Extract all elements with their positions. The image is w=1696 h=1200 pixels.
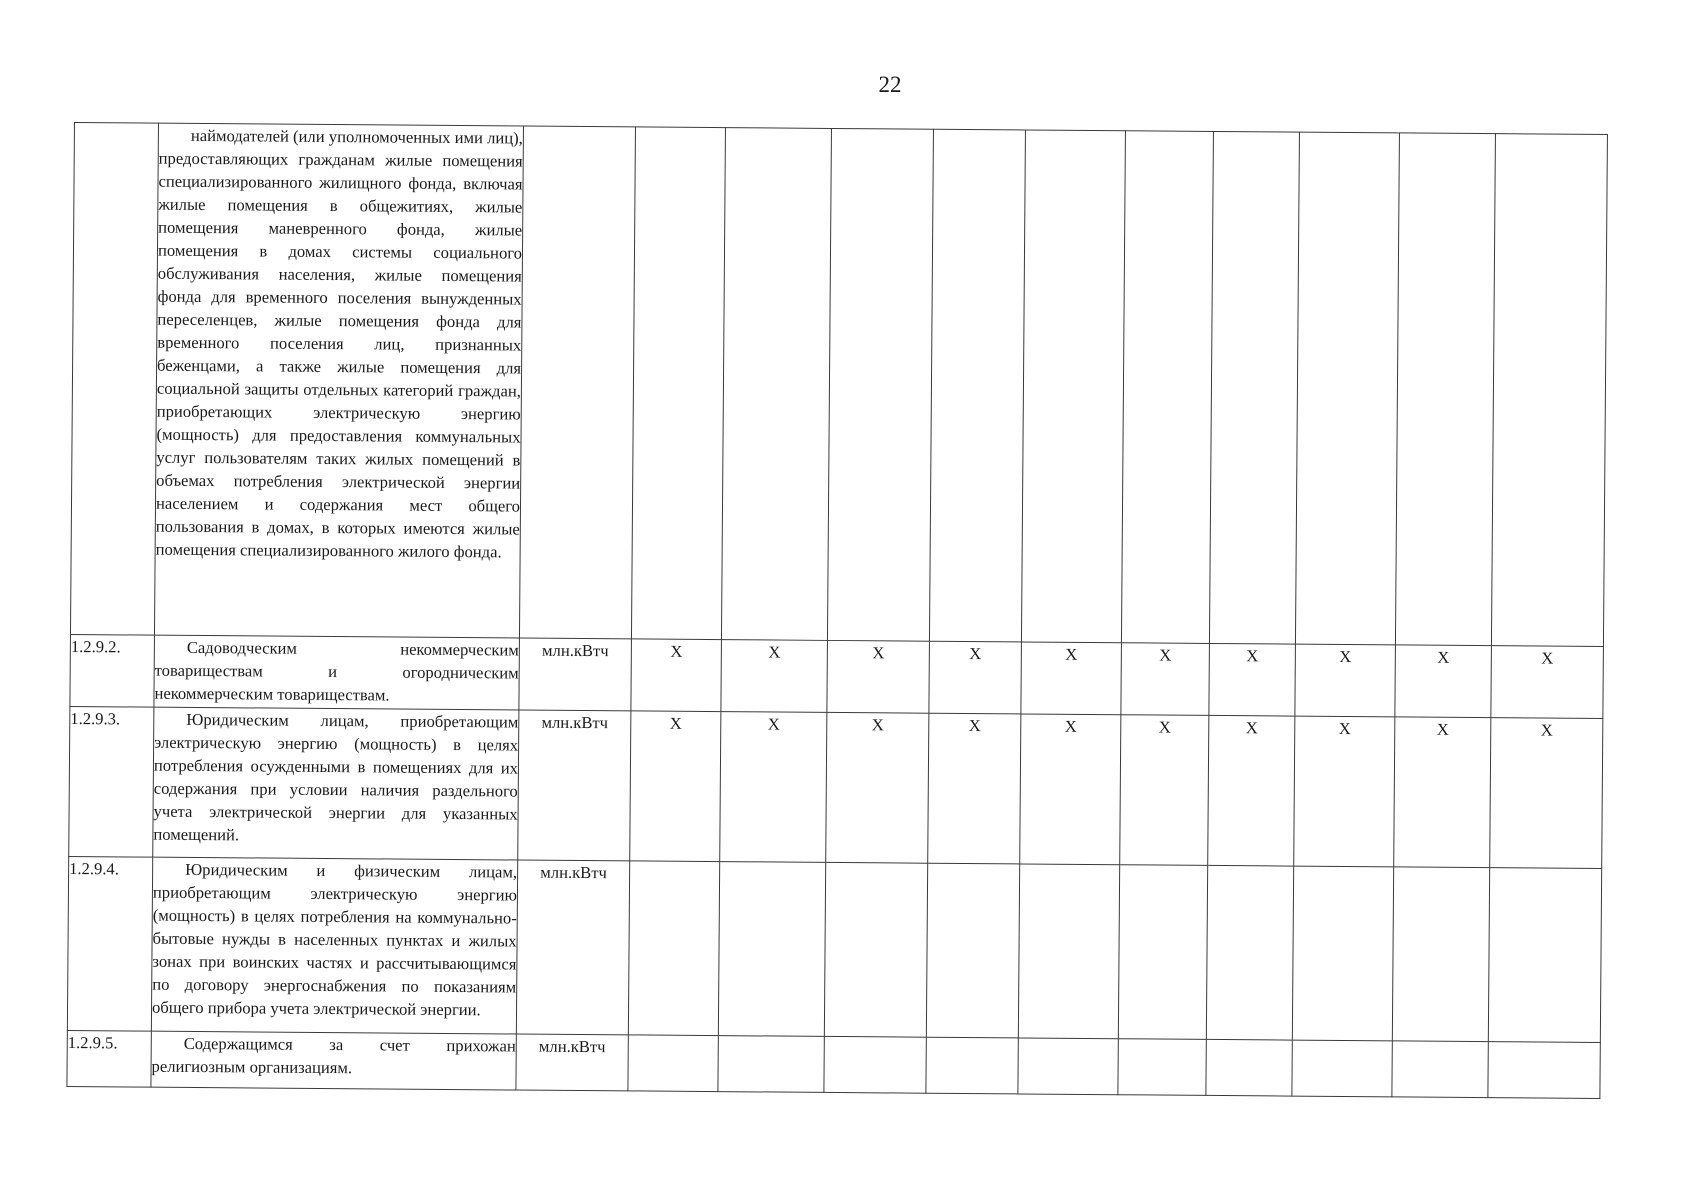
value-cell — [1206, 865, 1293, 1040]
value-cell: X — [1020, 714, 1121, 865]
row-number: 1.2.9.4. — [67, 856, 152, 1031]
row-description: Юридическим и физическим лицам, приобретающим электрическую энергию (мощность) в целях потребления на коммунально-бытовые нужды в населенных пунктах и жилых зонах при воинских частях и рассчитывающимся по договору энергоснабжения по показаниям общего прибора учета электрической энергии. — [151, 857, 517, 1034]
value-cell: X — [1491, 646, 1604, 719]
value-cell — [926, 1037, 1018, 1094]
row-number: 1.2.9.2. — [70, 634, 155, 707]
table-row — [70, 123, 1607, 647]
value-cell: X — [1294, 716, 1395, 867]
value-cell: X — [1021, 642, 1122, 715]
value-cell: X — [1208, 715, 1295, 866]
value-cell: X — [929, 641, 1022, 714]
value-cell: X — [721, 640, 828, 713]
value-cell — [1392, 867, 1489, 1042]
table-row — [67, 856, 1601, 1042]
row-unit: млн.кВтч — [518, 710, 631, 861]
row-description: Садоводческим некоммерческим товариществам и огородническим некоммерческим товариществам. — [154, 635, 520, 710]
value-cell — [628, 1035, 718, 1092]
value-cell: X — [827, 640, 930, 713]
value-cell — [1395, 133, 1495, 646]
row-description: Юридическим лицам, приобретающим электрическую энергию (мощность) в целях потребления осужденными в помещениях для их содержания при условии наличия раздельного учета электрической энергии для указанных помещений. — [153, 707, 519, 860]
value-cell: X — [1209, 643, 1296, 716]
value-cell — [1488, 1042, 1600, 1099]
table-row — [69, 706, 1603, 868]
value-cell — [1021, 130, 1125, 643]
row-description: наймодателей (или уполномоченных ими лиц), предоставляющих гражданам жилые помещения специализированного жилищного фонда, включая жилые помещения в общежитиях, жилые помещения маневренного фонда, жилые помещения в домах системы социального обслуживания населения, жилые помещения фонда для временного поселения вынужденных переселенцев, жилые помещения фонда для временного поселения лиц, признанных беженцами, а также жилые помещения для социальной защиты отдельных категорий граждан, приобретающих электрическую энергию (мощность) для предоставления коммунальных услуг пользователям таких жилых помещений в объемах потребления электрической энергии населением и содержания мест общего пользования в домах, в которых имеются жилые помещения специализированного жилого фонда. — [154, 123, 523, 638]
value-cell: X — [1120, 715, 1209, 866]
value-cell — [929, 129, 1025, 642]
row-unit: млн.кВтч — [516, 1034, 628, 1091]
value-cell — [926, 863, 1019, 1038]
tariff-table — [66, 122, 1608, 1099]
value-cell — [1118, 865, 1207, 1040]
value-cell — [824, 1036, 926, 1093]
page-number: 22 — [878, 72, 902, 97]
row-unit — [519, 126, 635, 639]
value-cell — [1292, 1040, 1392, 1097]
row-unit: млн.кВтч — [516, 860, 629, 1035]
value-cell — [1209, 131, 1299, 644]
value-cell: X — [1490, 718, 1603, 869]
value-cell — [628, 861, 719, 1036]
row-number: 1.2.9.5. — [67, 1030, 151, 1087]
value-cell — [631, 127, 725, 640]
table-row — [67, 1030, 1600, 1098]
value-cell: X — [826, 712, 929, 863]
value-cell — [1488, 868, 1601, 1043]
value-cell — [1295, 132, 1399, 645]
value-cell — [1491, 134, 1607, 647]
value-cell — [1018, 1038, 1118, 1095]
row-number: 1.2.9.3. — [69, 706, 154, 857]
value-cell — [1118, 1039, 1206, 1096]
row-description: Содержащимся за счет прихожан религиозным организациям. — [151, 1031, 516, 1090]
value-cell — [1121, 131, 1213, 644]
value-cell: X — [1121, 643, 1210, 716]
value-cell — [1018, 864, 1119, 1039]
table-row — [70, 634, 1604, 718]
value-cell: X — [1394, 717, 1491, 868]
value-cell — [718, 1036, 824, 1093]
value-cell — [824, 862, 927, 1037]
value-cell: X — [631, 639, 722, 712]
value-cell: X — [630, 711, 721, 862]
value-cell — [1292, 866, 1393, 1041]
value-cell: X — [1395, 645, 1492, 718]
value-cell — [1392, 1041, 1488, 1098]
value-cell — [718, 862, 825, 1037]
row-unit: млн.кВтч — [519, 638, 632, 711]
value-cell — [721, 128, 831, 641]
value-cell: X — [720, 712, 827, 863]
value-cell — [827, 128, 933, 641]
row-number — [70, 123, 158, 636]
value-cell: X — [928, 713, 1021, 864]
value-cell — [1206, 1039, 1292, 1096]
value-cell: X — [1295, 644, 1396, 717]
